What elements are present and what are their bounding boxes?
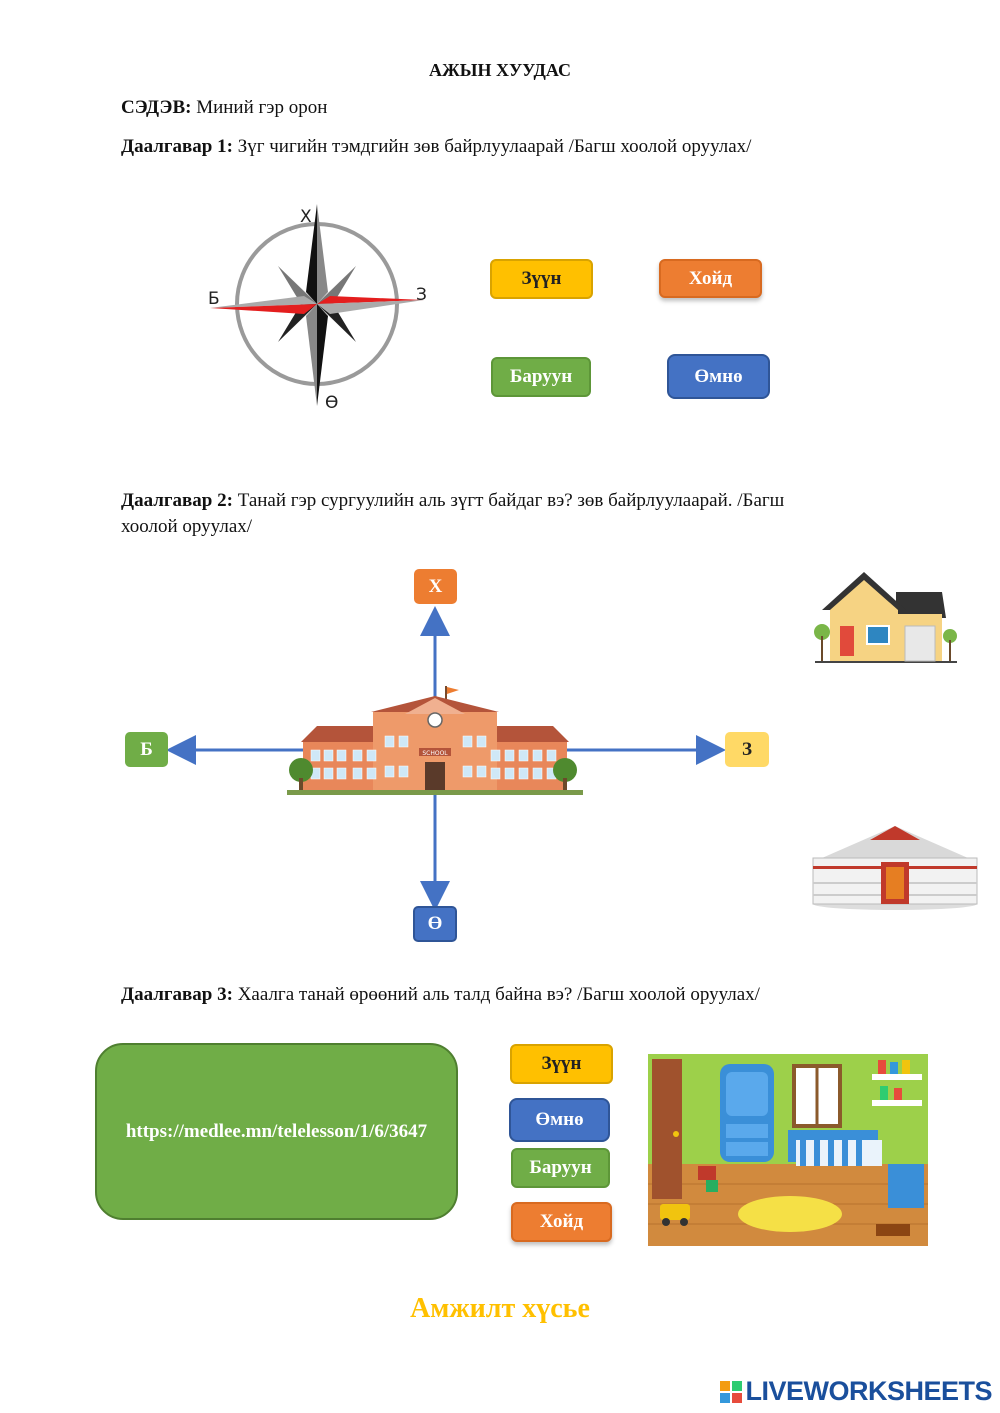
school-image: [287, 686, 583, 798]
lesson-link[interactable]: https://medlee.mn/telelesson/1/6/3647: [95, 1043, 458, 1220]
liveworksheets-logo-icon: [720, 1381, 742, 1403]
task1-line: [121, 136, 751, 158]
task1-option-zuun[interactable]: Зүүн: [490, 259, 593, 299]
room-image: [648, 1054, 928, 1246]
task3-line: [121, 984, 760, 1006]
task2-text: Танай гэр сургуулийн аль зүгт байдаг вэ? зөв байрлуулаарай. /Багш: [237, 490, 785, 511]
task1-option-khoid[interactable]: Хойд: [659, 259, 762, 298]
topic-text: Миний гэр орон: [196, 97, 328, 118]
direction-east: З: [725, 732, 769, 767]
task1-option-baruun[interactable]: Баруун: [491, 357, 591, 397]
closing-message: Амжилт хүсье: [410, 1293, 590, 1324]
liveworksheets-watermark: [720, 1376, 992, 1407]
direction-west: Б: [125, 732, 168, 767]
direction-south: Ө: [413, 906, 457, 942]
compass-south-letter: Ө: [325, 393, 339, 413]
compass-north-letter: Х: [300, 207, 312, 227]
task2-line-2: хоолой оруулах/: [121, 516, 253, 537]
topic-line: [121, 97, 327, 119]
compass-east-letter: З: [416, 285, 427, 305]
compass-west-letter: Б: [208, 289, 220, 309]
task3-text: Хаалга танай өрөөний аль талд байна вэ? /Багш хоолой оруулах/: [237, 984, 760, 1005]
task1-text: Зүг чигийн тэмдгийн зөв байрлуулаарай /Багш хоолой оруулах/: [237, 136, 752, 157]
topic-label: СЭДЭВ:: [121, 97, 192, 118]
house-image: [810, 570, 960, 664]
task2-line: [121, 490, 784, 512]
task2-label: Даалгавар 2:: [121, 490, 233, 511]
compass-rose: [200, 196, 440, 416]
yurt-image: [810, 822, 980, 912]
direction-north: Х: [414, 569, 457, 604]
task3-option-baruun[interactable]: Баруун: [511, 1148, 610, 1188]
liveworksheets-text: LIVEWORKSHEETS: [745, 1376, 992, 1406]
task1-label: Даалгавар 1:: [121, 136, 233, 157]
school-sign: SCHOOL: [422, 750, 448, 757]
task3-label: Даалгавар 3:: [121, 984, 233, 1005]
task3-option-omno[interactable]: Өмнө: [509, 1098, 610, 1142]
task1-option-omno[interactable]: Өмнө: [667, 354, 770, 399]
page-title: АЖЫН ХУУДАС: [428, 60, 572, 80]
task3-option-khoid[interactable]: Хойд: [511, 1202, 612, 1242]
task3-option-zuun[interactable]: Зүүн: [510, 1044, 613, 1084]
